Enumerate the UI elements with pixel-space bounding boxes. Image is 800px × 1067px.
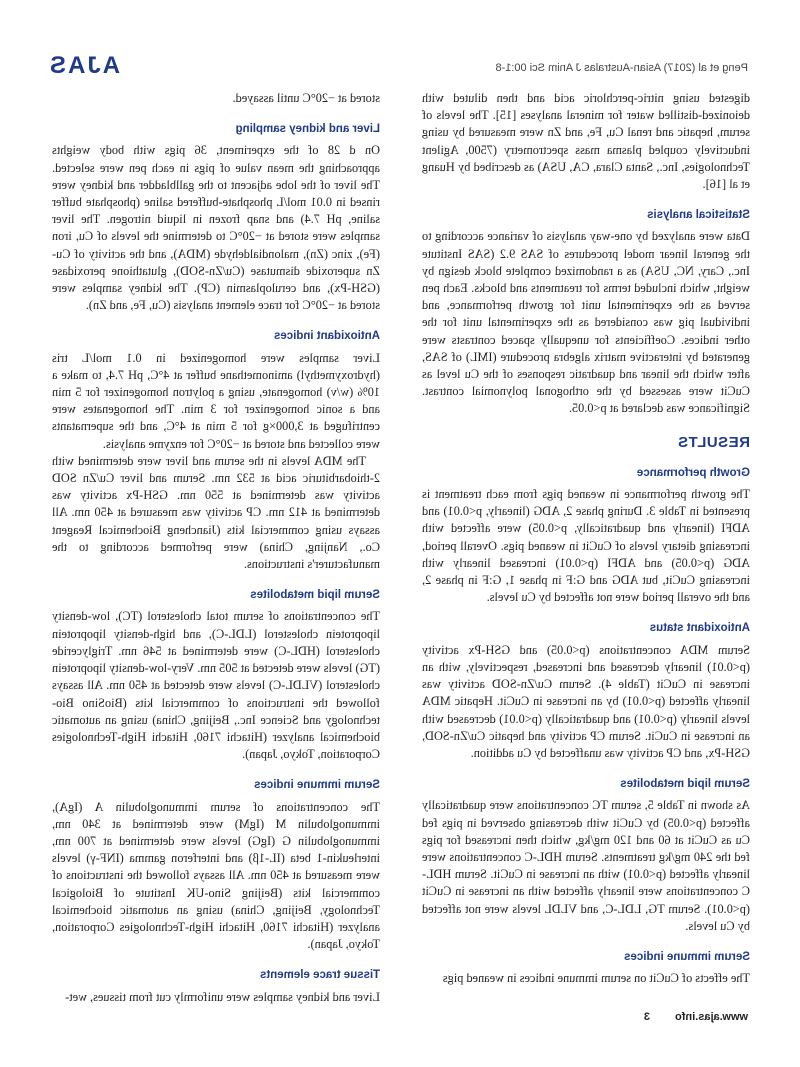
section-heading: Serum immune indices (624, 950, 750, 963)
page-header (48, 52, 748, 82)
results-heading: RESULTS (677, 433, 750, 451)
paragraph: The concentrations of serum total cholesterol (TC), low-density lipoprotein cholesterol (LDL-C), and high-density lipoprotein cholesterol (HDL-C) were determined at 546 nm. Triglyceride (TG) levels were detected at 505 nm. Very-low-density lipoprotein cholesterol (VLDL-C) levels were detected at 450 nm. All assays followed the instructions of commercial kits (BioSino Bio-technology and Science Inc., Beijing, China) using an automatic biochemical analyzer (Hitachi 7160, Hitachi High-Technologies Corporation, Tokyo, Japan). (52, 609, 380, 762)
paragraph: As shown in Table 5, serum TC concentrations were quadratically affected (p<0.05) by CuCit with decreasing observed in pigs fed Cu as CuCit at 60 and 120 mg/kg, which then increased for pigs fed the 240 mg/kg treatments. Serum HDL-C concentrations were linearly affected (p<0.01) with an increase in CuCit. Serum HDL-C concentrations were linearly affected with an increase in CuCit (p<0.01). Serum TG, LDL-C, and VLDL levels were not affected by Cu levels. (422, 798, 750, 933)
section-heading: Statistical analysis (647, 209, 750, 222)
paragraph: Serum MDA concentrations (p<0.05) and GSH-Px activity (p<0.01) linearly decreased and increased, respectively, with an increase in CuCit (Table 4). Serum Cu/Zn-SOD activity was linearly affected (p<0.01) by an increase in CuCit. Hepatic MDA levels linearly (p<0.01) and quadratically (p<0.01) decreased with an increase in CuCit. Serum CP activity and hepatic Cu/Zn-SOD, GSH-Px, and CP activity was unaffected by Cu addition. (422, 642, 750, 760)
section-heading: Tissue trace elements (260, 969, 380, 982)
paragraph: Data were analyzed by one-way analysis of variance according to the general linear model procedures of SAS 9.2 (SAS Institute Inc., Cary, NC, USA) as a randomized complete block design by weight, which included terms for treatments and blocks. Each pen served as the experimental unit for growth performance, and individual pig was considered as the experimental unit for the other indices. Coefficients for unequally spaced contrasts were generated by interactive matrix algebra procedure (IML) of SAS, after which the linear and quadratic responses of the Cu level as CuCit were assessed by the orthogonal polynomial contrast. Significance was declared at p<0.05. (422, 229, 750, 416)
left-column (52, 90, 380, 1006)
paragraph: The effects of CuCit on serum immune indices in weaned pigs (442, 971, 750, 986)
section-heading: Antioxidant indices (273, 330, 380, 343)
section-heading: Serum immune indices (254, 779, 380, 792)
paragraph: Liver and kidney samples were uniformly cut from tissues, wet- (65, 989, 380, 1004)
paragraph: The MDA levels in the serum and liver were determined with 2-thiobarbituric acid at 532 nm. Serum and liver Cu/Zn SOD activity was determined at 550 nm. GSH-Px activity was determined at 412 nm. CP activity was measured at 450 nm. All assays using commercial kits (Jiancheng Biochemical Reagent Co., Nanjing, China) were performed according to the manufacturer's instructions. (52, 453, 380, 572)
right-column (422, 90, 750, 987)
section-heading: Liver and kidney sampling (235, 123, 380, 136)
paragraph: Liver samples were homogenized in 0.1 mol/L tris (hydroxymethyl) aminomethane buffer at 4°C, pH 7.4, to make a 10% (w/v) homogenate, using a polytron homogenizer for 5 min and a sonic homogenizer for 3 min. The homogenates were centrifuged at 3,000×g for 5 min at 4°C, and the supernatants were collected and stored at −20°C for enzyme analysis. (52, 350, 380, 451)
paragraph: The growth performance in weaned pigs from each treatment is presented in Table 3. During phase 2, ADG (linearly, p<0.01) and ADFI (linearly and quadratically, p<0.05) were affected with increasing dietary levels of CuCit in weaned pigs. Overall period, ADG (p<0.05) and ADFI (p<0.01) increased linearly with increasing CuCit, but ADG and G:F in phase 1, G:F in phase 2, and the overall period were not affected by Cu levels. (422, 487, 750, 605)
section-heading: Serum lipid metabolites (250, 589, 380, 602)
paragraph: The concentrations of serum immunoglobulin A (IgA), immunoglobulin M (IgM) were determined at 340 nm, immunoglobulin G (IgG) levels were determined at 700 nm, interleukin-1 beta (IL-1β) and interferon gamma (INF-γ) levels were measured at 450 nm. All assays followed the instructions of commercial kits (Beijing Sino-UK Institute of Biological Technology, Beijing, China) using an automatic biochemical analyzer (Hitachi 7160, Hitachi High-Technologies Corporation, Tokyo, Japan). (52, 799, 380, 952)
page-number: 3 (643, 1011, 650, 1023)
running-head: Peng et al (2017) Asian-Australas J Anim Sci 00:1-8 (495, 62, 748, 74)
paragraph: On d 28 of the experiment, 36 pigs with body weights approaching the mean value of pigs in each pen were selected. The liver of the lobe adjacent to the gallbladder and kidney were rinsed in 0.01 mol/L phosphate-buffered saline (phosphate buffer saline, pH 7.4) and snap frozen in liquid nitrogen. The liver samples were stored at −20°C to determine the levels of Cu, iron (Fe), zinc (Zn), malondialdehyde (MDA), and the activity of Cu-Zn superoxide dismutase (Cu/Zn-SOD), glutathione peroxidase (GSH-Px), and ceruloplasmin (CP). The kidney samples were stored at −20°C for trace element analysis (Cu, Fe, and Zn). (52, 143, 380, 313)
section-heading: Growth performance (636, 466, 750, 479)
section-heading: Serum lipid metabolites (620, 778, 750, 791)
footer-url: www.ajas.info (675, 1011, 748, 1023)
section-heading: Antioxidant status (649, 622, 750, 635)
paragraph: stored at −20°C until assayed. (232, 91, 380, 105)
page-footer (48, 1011, 748, 1027)
paragraph: digested using nitric-perchloric acid and then diluted with deionized-distilled water for mineral analyses [15]. The levels of serum, hepatic and renal Cu, Fe, and Zn were measured by using inductively coupled plasma mass spectrometry (7500, Agilent Technologies, Inc., Santa Clara, CA, USA) as described by Huang et al [16]. (422, 91, 750, 192)
journal-logo: AJAS (48, 52, 121, 79)
